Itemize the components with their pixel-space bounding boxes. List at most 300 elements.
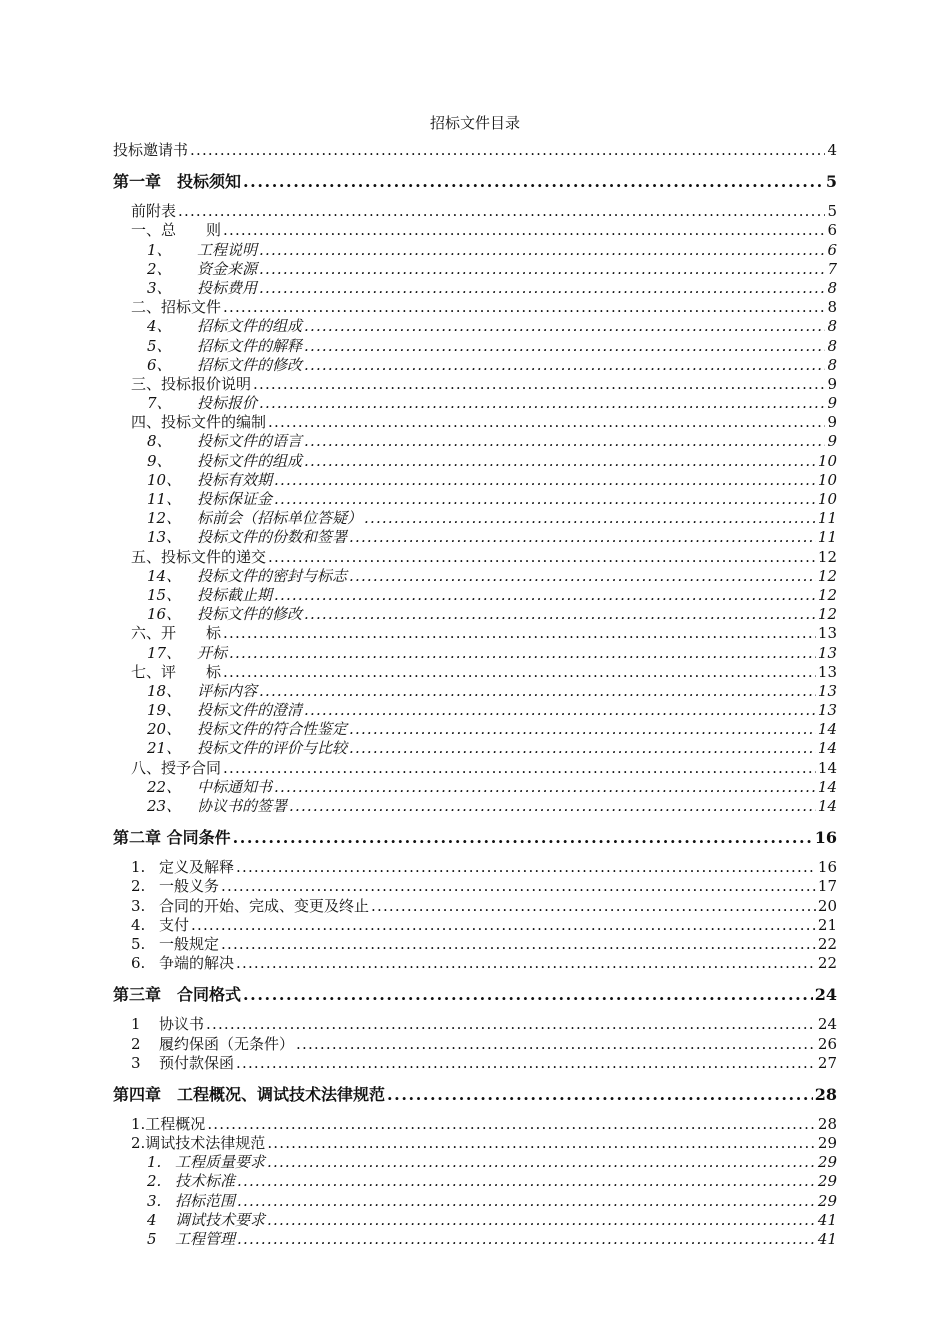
toc-entry[interactable] (113, 337, 837, 356)
toc-entry[interactable] (113, 759, 837, 778)
toc-entry-label (147, 471, 272, 490)
toc-dot-leader (296, 1035, 816, 1054)
toc-entry-text: 第四章 工程概况、调试技术法律规范 (113, 1084, 386, 1104)
toc-entry-number: 17、 (147, 643, 182, 662)
toc-entry-text: 招标文件的组成 (197, 317, 303, 336)
toc-entry-text: 投标文件的符合性鉴定 (197, 720, 348, 739)
toc-entry-label (113, 170, 241, 194)
toc-entry[interactable] (113, 202, 837, 221)
toc-page-number: 5 (827, 202, 837, 221)
toc-entry-number: 5. (131, 934, 146, 953)
toc-dot-leader (178, 202, 825, 221)
toc-entry[interactable] (113, 548, 837, 567)
toc-dot-leader (223, 759, 816, 778)
toc-entry-number: 3. (147, 1191, 162, 1210)
toc-dot-leader (371, 897, 816, 916)
toc-dot-leader (237, 1192, 816, 1211)
toc-page-number: 24 (814, 985, 837, 1005)
toc-entry-text: 争端的解决 (159, 954, 235, 973)
toc-entry-label (147, 682, 257, 701)
toc-entry[interactable] (113, 567, 837, 586)
toc-entry-number: 21、 (147, 739, 182, 758)
toc-entry-label (131, 759, 221, 778)
toc-entry-number: 10、 (147, 470, 182, 489)
toc-entry-text: 前附表 (131, 202, 177, 221)
toc-entry-text: 投标文件的密封与标志 (197, 566, 348, 585)
toc-entry-label (147, 605, 302, 624)
toc-entry-label (147, 720, 347, 739)
toc-entry[interactable] (113, 279, 837, 298)
toc-page-number: 29 (817, 1153, 837, 1172)
toc-entry-number: 3. (131, 896, 146, 915)
toc-dot-leader (349, 720, 816, 739)
toc-entry-label (113, 826, 231, 850)
toc-dot-leader (237, 1172, 816, 1191)
toc-entry-number: 4. (131, 915, 146, 934)
toc-page-number: 13 (817, 624, 837, 643)
toc-dot-leader (190, 141, 825, 160)
toc-page-number: 14 (817, 797, 837, 815)
toc-dot-leader (304, 356, 825, 375)
toc-dot-leader (274, 586, 816, 605)
toc-entry-text: 一般义务 (159, 877, 220, 896)
toc-dot-leader (221, 935, 816, 954)
toc-page-number: 14 (817, 720, 837, 739)
toc-dot-leader (233, 826, 813, 850)
toc-dot-leader (268, 413, 825, 432)
toc-entry[interactable] (113, 877, 837, 896)
toc-entry-text: 第三章 合同格式 (113, 985, 242, 1005)
toc-entry-number: 2. (147, 1172, 162, 1191)
toc-dot-leader (236, 1054, 816, 1073)
toc-page-number: 13 (817, 662, 837, 681)
toc-page-number: 6 (827, 240, 837, 259)
toc-entry-label (147, 1192, 235, 1211)
toc-page-number: 16 (817, 858, 837, 877)
toc-entry-label (147, 279, 257, 298)
toc-entry[interactable] (113, 1035, 837, 1054)
toc-entry-number: 2 (131, 1034, 141, 1053)
toc-entry-label (147, 260, 257, 279)
toc-dot-leader (191, 916, 816, 935)
toc-entry-text: 合同的开始、完成、变更及终止 (159, 896, 370, 915)
toc-dot-leader (221, 877, 816, 896)
toc-dot-leader (267, 1211, 816, 1230)
toc-dot-leader (304, 452, 816, 471)
toc-dot-leader (259, 241, 825, 260)
toc-entry[interactable] (113, 141, 837, 160)
toc-entry-label (131, 548, 266, 567)
toc-page-number: 12 (817, 547, 837, 566)
toc-entry-number: 12、 (147, 509, 182, 528)
toc-entry-text: 评标内容 (197, 681, 258, 700)
toc-entry-number: 1. (131, 858, 146, 877)
toc-page-number: 22 (817, 934, 837, 953)
toc-entry-text: 1.工程概况 (131, 1114, 206, 1133)
toc-entry-text: 调试技术要求 (175, 1210, 266, 1229)
toc-entry-label (131, 202, 176, 221)
toc-entry-label (131, 298, 221, 317)
toc-page-number: 13 (817, 701, 837, 720)
toc-entry[interactable] (113, 983, 837, 1007)
toc-entry-number: 22、 (147, 777, 182, 796)
toc-entry-number: 6. (131, 954, 146, 973)
toc-entry-label (131, 1134, 265, 1153)
toc-entry-text: 投标文件的修改 (197, 605, 303, 624)
toc-entry-number: 3、 (147, 278, 172, 297)
toc-entry[interactable] (113, 241, 837, 260)
toc-page-number: 22 (817, 954, 837, 973)
toc-page-number: 26 (817, 1034, 837, 1053)
toc-entry[interactable] (113, 739, 837, 758)
toc-entry-label (147, 241, 257, 260)
toc-entry[interactable] (113, 432, 837, 451)
toc-entry[interactable] (113, 413, 837, 432)
toc-entry[interactable] (113, 1083, 837, 1107)
toc-page-number: 12 (817, 585, 837, 604)
toc-entry-label (131, 221, 221, 240)
toc-entry[interactable] (113, 1172, 837, 1191)
toc-entry[interactable] (113, 490, 837, 509)
toc-entry[interactable] (113, 471, 837, 490)
toc-entry-text: 技术标准 (175, 1172, 236, 1191)
toc-entry-label (131, 1035, 294, 1054)
toc-dot-leader (259, 260, 825, 279)
toc-entry-number: 16、 (147, 605, 182, 624)
toc-page-number: 9 (827, 374, 837, 393)
toc-dot-leader (223, 298, 825, 317)
toc-entry-number: 2、 (147, 259, 172, 278)
toc-page-number: 20 (817, 896, 837, 915)
toc-entry-number: 19、 (147, 701, 182, 720)
toc-page-number: 7 (827, 259, 837, 278)
toc-page-number: 14 (817, 758, 837, 777)
toc-entry-text: 2.调试技术法律规范 (131, 1134, 266, 1153)
toc-entry[interactable] (113, 375, 837, 394)
toc-entry[interactable] (113, 624, 837, 643)
toc-entry-text: 投标截止期 (197, 585, 273, 604)
toc-entry-number: 14、 (147, 566, 182, 585)
toc-entry[interactable] (113, 797, 837, 816)
toc-dot-leader (304, 337, 825, 356)
toc-entry-label (131, 935, 219, 954)
toc-entry-text: 七、评 标 (131, 662, 222, 681)
toc-entry-number: 11、 (147, 490, 182, 508)
toc-entry-number: 5 (147, 1230, 157, 1248)
toc-page-number: 11 (817, 528, 837, 547)
toc-dot-leader (229, 644, 816, 663)
toc-page-number: 8 (827, 336, 837, 355)
toc-dot-leader (243, 170, 824, 194)
toc-title: 招标文件目录 (429, 114, 520, 132)
toc-entry-label (113, 141, 188, 160)
toc-page-number: 21 (817, 915, 837, 934)
toc-page-number: 27 (817, 1053, 837, 1072)
toc-entry-text: 投标邀请书 (113, 141, 189, 159)
toc-dot-leader (267, 1134, 816, 1153)
toc-entry[interactable] (113, 1211, 837, 1230)
toc-entry[interactable] (113, 1230, 837, 1249)
table-of-contents (113, 141, 837, 1249)
toc-entry-number: 15、 (147, 585, 182, 604)
toc-dot-leader (387, 1083, 813, 1107)
toc-dot-leader (274, 471, 816, 490)
toc-dot-leader (349, 739, 816, 758)
toc-dot-leader (289, 797, 816, 816)
toc-entry-number: 3 (131, 1053, 141, 1072)
toc-page-number: 8 (827, 317, 837, 336)
toc-entry[interactable] (113, 1153, 837, 1172)
toc-entry-label (147, 317, 302, 336)
toc-entry[interactable] (113, 935, 837, 954)
toc-entry-label (147, 739, 347, 758)
toc-entry-number: 20、 (147, 720, 182, 739)
toc-page-number: 8 (827, 278, 837, 297)
toc-entry-text: 协议书的签署 (197, 797, 288, 815)
toc-entry[interactable] (113, 663, 837, 682)
toc-page-number: 9 (827, 394, 837, 413)
toc-page-number: 29 (817, 1191, 837, 1210)
toc-entry-text: 招标文件的解释 (197, 336, 303, 355)
toc-entry-label (147, 337, 302, 356)
toc-dot-leader (274, 490, 816, 509)
toc-entry[interactable] (113, 720, 837, 739)
toc-entry-label (147, 1230, 235, 1249)
toc-entry-text: 开标 (197, 643, 228, 662)
toc-entry-number: 8、 (147, 432, 172, 451)
toc-entry[interactable] (113, 528, 837, 547)
toc-entry-number: 7、 (147, 394, 172, 413)
toc-entry[interactable] (113, 682, 837, 701)
toc-page-number: 8 (827, 355, 837, 374)
toc-dot-leader (304, 605, 816, 624)
toc-entry-number: 6、 (147, 355, 172, 374)
toc-dot-leader (259, 279, 825, 298)
toc-entry-text: 五、投标文件的递交 (131, 547, 267, 566)
toc-entry-number: 4 (147, 1210, 157, 1229)
toc-dot-leader (268, 548, 816, 567)
toc-dot-leader (223, 221, 825, 240)
toc-entry-text: 六、开 标 (131, 624, 222, 643)
toc-dot-leader (237, 1230, 816, 1249)
toc-entry-number: 5、 (147, 336, 172, 355)
toc-page-number: 12 (817, 566, 837, 585)
toc-dot-leader (349, 567, 816, 586)
toc-entry-number: 2. (131, 877, 146, 896)
toc-entry-text: 四、投标文件的编制 (131, 413, 267, 432)
toc-entry-text: 工程说明 (197, 240, 258, 259)
toc-page-number: 41 (817, 1230, 837, 1248)
toc-entry-label (147, 1211, 265, 1230)
toc-entry-number: 4、 (147, 317, 172, 336)
toc-dot-leader (304, 432, 825, 451)
toc-entry-number: 1 (131, 1015, 141, 1034)
toc-page-number: 24 (817, 1015, 837, 1034)
toc-entry-label (131, 413, 266, 432)
toc-entry-label (147, 701, 302, 720)
toc-entry-text: 支付 (159, 915, 190, 934)
toc-entry-label (131, 624, 221, 643)
toc-entry-text: 投标有效期 (197, 470, 273, 489)
toc-entry-text: 预付款保函 (159, 1053, 235, 1072)
toc-page-number: 8 (827, 298, 837, 317)
toc-dot-leader (207, 1115, 816, 1134)
toc-page-number: 29 (817, 1134, 837, 1153)
toc-entry[interactable] (113, 1015, 837, 1034)
toc-dot-leader (349, 528, 816, 547)
toc-entry-number: 23、 (147, 797, 182, 815)
toc-entry-label (147, 644, 227, 663)
toc-dot-leader (267, 1153, 816, 1172)
toc-entry-text: 投标保证金 (197, 490, 273, 508)
toc-page-number: 41 (817, 1210, 837, 1229)
toc-page-number: 5 (825, 172, 837, 192)
toc-entry[interactable] (113, 644, 837, 663)
toc-entry-text: 定义及解释 (159, 858, 235, 877)
toc-entry[interactable] (113, 394, 837, 413)
toc-entry[interactable] (113, 260, 837, 279)
toc-entry-text: 资金来源 (197, 259, 258, 278)
toc-entry[interactable] (113, 1192, 837, 1211)
toc-entry-text: 一、总 则 (131, 221, 222, 240)
toc-entry-label (131, 1054, 234, 1073)
toc-entry[interactable] (113, 778, 837, 797)
toc-entry-label (147, 452, 302, 471)
toc-dot-leader (223, 624, 816, 643)
toc-entry[interactable] (113, 170, 837, 194)
toc-entry-text: 中标通知书 (197, 777, 273, 796)
toc-entry-label (147, 509, 362, 528)
toc-page-number: 10 (817, 490, 837, 508)
toc-entry-text: 工程管理 (175, 1230, 236, 1248)
toc-entry-text: 履约保函（无条件） (159, 1034, 295, 1053)
toc-entry-text: 投标文件的语言 (197, 432, 303, 451)
toc-page-number: 9 (827, 413, 837, 432)
toc-entry[interactable] (113, 858, 837, 877)
toc-page-number: 10 (817, 451, 837, 470)
toc-dot-leader (236, 858, 816, 877)
toc-entry[interactable] (113, 954, 837, 973)
toc-entry-label (131, 375, 251, 394)
toc-page-number: 29 (817, 1172, 837, 1191)
toc-entry-number: 1、 (147, 240, 172, 259)
toc-dot-leader (259, 394, 825, 413)
toc-entry[interactable] (113, 452, 837, 471)
toc-entry-text: 工程质量要求 (175, 1153, 266, 1172)
toc-page-number: 14 (817, 777, 837, 796)
toc-entry-text: 第一章 投标须知 (113, 172, 242, 192)
toc-dot-leader (259, 682, 816, 701)
toc-entry-label (131, 858, 234, 877)
toc-entry-text: 投标文件的评价与比较 (197, 739, 348, 758)
toc-entry-label (131, 1115, 205, 1134)
toc-entry[interactable] (113, 1054, 837, 1073)
toc-dot-leader (274, 778, 816, 797)
toc-entry-label (131, 663, 221, 682)
toc-entry-label (147, 586, 272, 605)
toc-entry[interactable] (113, 1115, 837, 1134)
toc-entry-label (147, 528, 347, 547)
toc-entry[interactable] (113, 897, 837, 916)
toc-entry-number: 9、 (147, 451, 172, 470)
toc-entry[interactable] (113, 356, 837, 375)
toc-entry[interactable] (113, 221, 837, 240)
toc-entry-label (131, 897, 369, 916)
toc-dot-leader (206, 1015, 816, 1034)
toc-entry-label (113, 983, 241, 1007)
toc-entry[interactable] (113, 317, 837, 336)
toc-dot-leader (304, 317, 825, 336)
toc-dot-leader (364, 509, 816, 528)
toc-entry[interactable] (113, 586, 837, 605)
toc-entry-text: 招标范围 (175, 1191, 236, 1210)
toc-dot-leader (304, 701, 816, 720)
toc-page-number: 28 (814, 1084, 837, 1104)
toc-entry-label (131, 954, 234, 973)
toc-entry-label (147, 432, 302, 451)
toc-entry-label (147, 490, 272, 509)
toc-dot-leader (253, 375, 825, 394)
toc-page-number: 12 (817, 605, 837, 624)
toc-page-number: 14 (817, 739, 837, 758)
toc-page-number: 9 (827, 432, 837, 451)
toc-entry-text: 协议书 (159, 1015, 205, 1034)
toc-page-number: 6 (827, 221, 837, 240)
toc-page-number: 16 (814, 828, 837, 848)
toc-entry[interactable] (113, 701, 837, 720)
toc-entry-text: 招标文件的修改 (197, 355, 303, 374)
toc-entry-text: 二、招标文件 (131, 298, 222, 317)
toc-entry-label (147, 1153, 265, 1172)
toc-entry-label (131, 1015, 204, 1034)
toc-entry-text: 一般规定 (159, 934, 220, 953)
toc-page-number: 4 (827, 141, 837, 159)
toc-entry-text: 标前会（招标单位答疑） (197, 509, 363, 528)
toc-page-number: 13 (817, 643, 837, 662)
toc-entry[interactable] (113, 605, 837, 624)
toc-entry-text: 投标文件的澄清 (197, 701, 303, 720)
toc-entry-label (147, 778, 272, 797)
toc-entry-text: 三、投标报价说明 (131, 374, 252, 393)
toc-entry-label (147, 394, 257, 413)
toc-entry[interactable] (113, 1134, 837, 1153)
toc-entry-text: 第二章 合同条件 (113, 828, 231, 848)
toc-page-number: 28 (817, 1114, 837, 1133)
toc-entry[interactable] (113, 826, 837, 850)
toc-entry-text: 投标报价 (197, 394, 258, 413)
toc-entry-text: 投标费用 (197, 278, 258, 297)
toc-entry[interactable] (113, 298, 837, 317)
toc-entry[interactable] (113, 916, 837, 935)
toc-page-number: 17 (817, 877, 837, 896)
toc-entry-number: 1. (147, 1153, 162, 1172)
toc-entry-number: 18、 (147, 681, 182, 700)
toc-dot-leader (236, 954, 816, 973)
toc-entry-number: 13、 (147, 528, 182, 547)
toc-entry[interactable] (113, 509, 837, 528)
toc-page-number: 10 (817, 470, 837, 489)
toc-entry-label (147, 1172, 235, 1191)
toc-entry-label (147, 797, 287, 816)
toc-entry-label (113, 1083, 385, 1107)
toc-entry-label (147, 567, 347, 586)
toc-entry-text: 投标文件的组成 (197, 451, 303, 470)
toc-dot-leader (243, 983, 813, 1007)
toc-entry-label (147, 356, 302, 375)
toc-entry-label (131, 916, 189, 935)
toc-page-number: 13 (817, 681, 837, 700)
toc-entry-label (131, 877, 219, 896)
